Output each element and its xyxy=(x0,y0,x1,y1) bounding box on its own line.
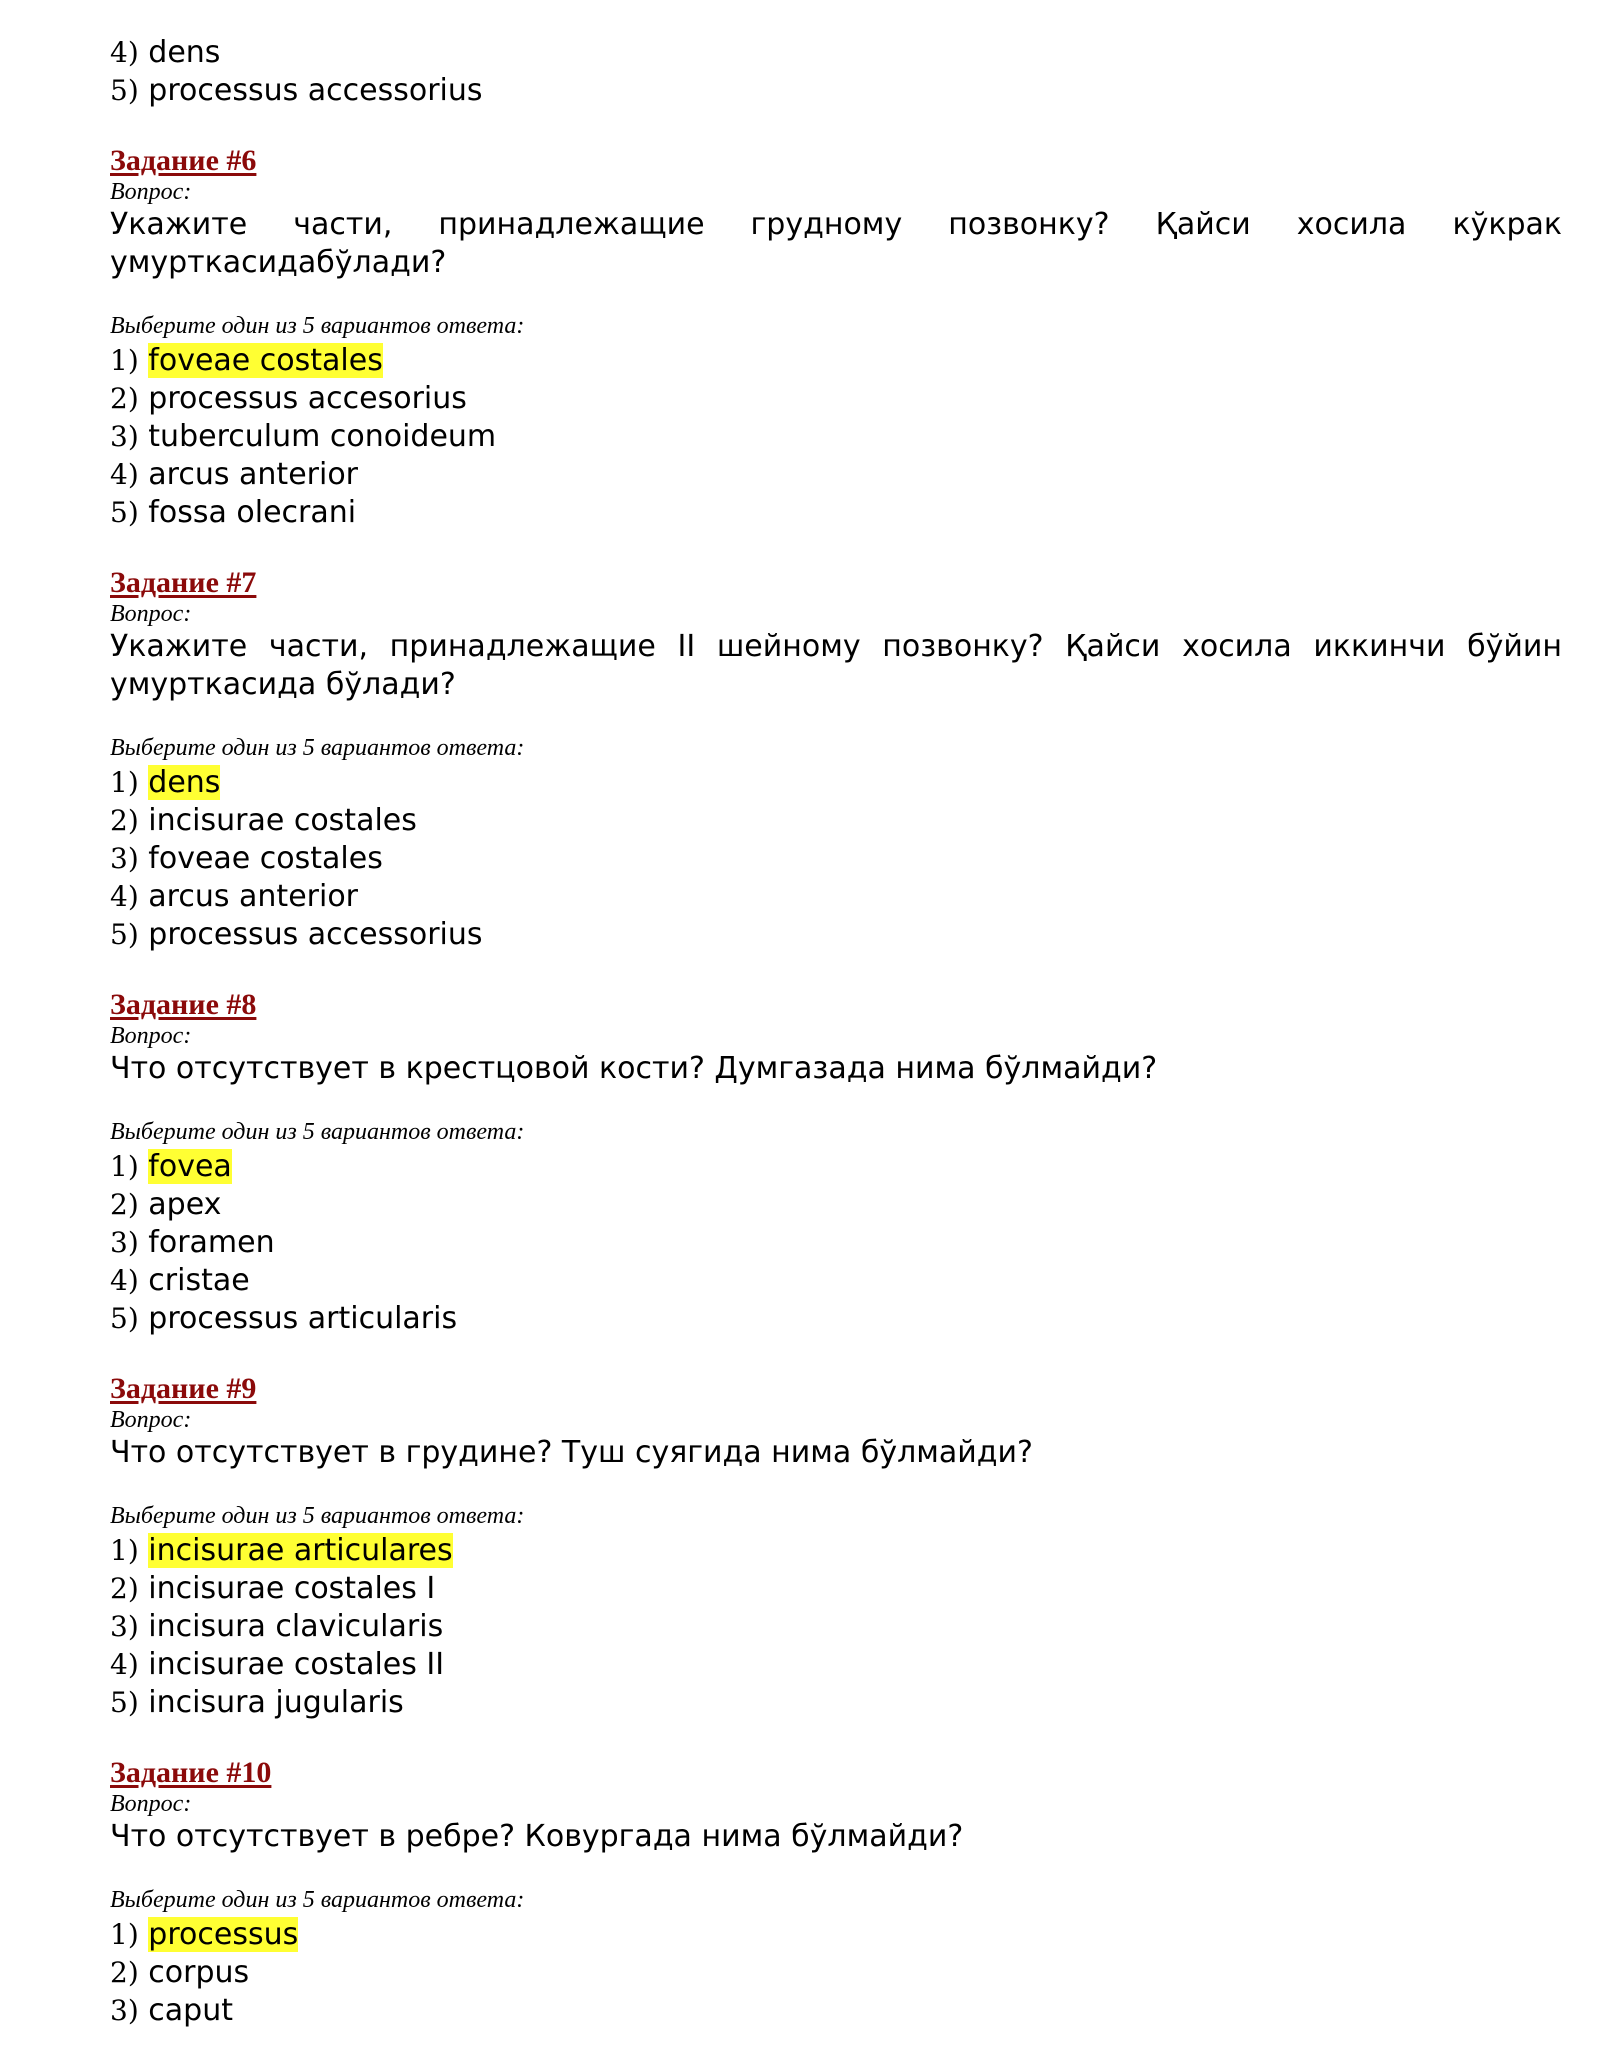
question-text: Укажите части, принадлежащие II шейному позвонку? Қайси хосила иккинчи бўйин умурткасида бўлади? xyxy=(110,629,1562,702)
option-text: processus accessorius xyxy=(148,73,483,108)
option-text: caput xyxy=(148,1993,233,2028)
choose-instruction: Выберите один из 5 вариантов ответа: xyxy=(110,1887,525,1913)
answer-option: 1) foveae costales xyxy=(110,343,383,378)
answer-option: 2) corpus xyxy=(110,1955,250,1990)
answer-option: 5) incisura jugularis xyxy=(110,1685,404,1720)
choose-instruction: Выберите один из 5 вариантов ответа: xyxy=(110,1119,525,1145)
answer-option: 3) incisura clavicularis xyxy=(110,1609,444,1644)
answer-option: 1) incisurae articulares xyxy=(110,1533,453,1568)
task-6 xyxy=(110,144,1600,532)
answer-option: 4) cristae xyxy=(110,1263,250,1298)
answer-option: 1) dens xyxy=(110,765,221,800)
highlighted-answer: dens xyxy=(148,765,221,800)
question-text: Укажите части, принадлежащие грудному позвонку? Қайси хосила кўкрак умурткасидабўлади? xyxy=(110,207,1562,280)
answer-option: 3) tuberculum conoideum xyxy=(110,419,497,454)
choose-instruction: Выберите один из 5 вариантов ответа: xyxy=(110,313,525,339)
answer-option: 5) processus accessorius xyxy=(110,73,483,108)
option-text: incisura jugularis xyxy=(148,1685,404,1720)
highlighted-answer: incisurae articulares xyxy=(148,1533,453,1568)
answer-option: 5) processus accessorius xyxy=(110,917,483,952)
answer-option: 3) foveae costales xyxy=(110,841,383,876)
option-text: foveae costales xyxy=(148,841,383,876)
highlighted-answer: processus xyxy=(148,1917,299,1952)
answer-option: 4) incisurae costales II xyxy=(110,1647,445,1682)
option-text: processus accessorius xyxy=(148,917,483,952)
option-text: arcus anterior xyxy=(148,457,359,492)
task-title: Задание #10 xyxy=(110,1756,272,1789)
option-text: fossa olecrani xyxy=(148,495,357,530)
question-label: Вопрос: xyxy=(110,1407,192,1433)
answer-option: 5) fossa olecrani xyxy=(110,495,357,530)
question-text: Что отсутствует в крестцовой кости? Думгазада нима бўлмайди? xyxy=(110,1051,1158,1086)
answer-option: 3) foramen xyxy=(110,1225,275,1260)
task-title: Задание #9 xyxy=(110,1372,257,1405)
highlighted-answer: fovea xyxy=(148,1149,232,1184)
option-text: incisurae costales xyxy=(148,803,417,838)
option-text: tuberculum conoideum xyxy=(148,419,497,454)
answer-option: 4) dens xyxy=(110,35,221,70)
answer-option: 5) processus articularis xyxy=(110,1301,458,1336)
highlighted-answer: foveae costales xyxy=(148,343,383,378)
question-text: Что отсутствует в грудине? Туш суягида нима бўлмайди? xyxy=(110,1435,1033,1470)
task-10 xyxy=(110,1756,1600,2030)
question-label: Вопрос: xyxy=(110,1023,192,1049)
option-text: processus accesorius xyxy=(148,381,467,416)
answer-option: 2) processus accesorius xyxy=(110,381,467,416)
option-text: arcus anterior xyxy=(148,879,359,914)
option-text: incisura clavicularis xyxy=(148,1609,444,1644)
option-text: processus articularis xyxy=(148,1301,458,1336)
answer-option: 1) processus xyxy=(110,1917,299,1952)
task-title: Задание #7 xyxy=(110,566,257,599)
choose-instruction: Выберите один из 5 вариантов ответа: xyxy=(110,735,525,761)
task-title: Задание #6 xyxy=(110,144,257,177)
task-title: Задание #8 xyxy=(110,988,257,1021)
answer-option: 3) caput xyxy=(110,1993,233,2028)
answer-option: 2) incisurae costales I xyxy=(110,1571,436,1606)
option-text: foramen xyxy=(148,1225,275,1260)
answer-option: 1) fovea xyxy=(110,1149,232,1184)
option-text: dens xyxy=(148,35,221,70)
task-9 xyxy=(110,1372,1600,1722)
prev-task-options xyxy=(110,34,1600,110)
answer-option: 4) arcus anterior xyxy=(110,879,359,914)
option-text: apex xyxy=(148,1187,222,1222)
answer-option: 2) incisurae costales xyxy=(110,803,417,838)
task-8 xyxy=(110,988,1600,1338)
choose-instruction: Выберите один из 5 вариантов ответа: xyxy=(110,1503,525,1529)
question-label: Вопрос: xyxy=(110,601,192,627)
question-text: Что отсутствует в ребре? Ковургада нима бўлмайди? xyxy=(110,1819,964,1854)
option-text: incisurae costales II xyxy=(148,1647,445,1682)
option-text: incisurae costales I xyxy=(148,1571,436,1606)
option-text: corpus xyxy=(148,1955,250,1990)
task-7 xyxy=(110,566,1600,954)
answer-option: 4) arcus anterior xyxy=(110,457,359,492)
option-text: cristae xyxy=(148,1263,250,1298)
question-label: Вопрос: xyxy=(110,1791,192,1817)
answer-option: 2) apex xyxy=(110,1187,222,1222)
question-label: Вопрос: xyxy=(110,179,192,205)
